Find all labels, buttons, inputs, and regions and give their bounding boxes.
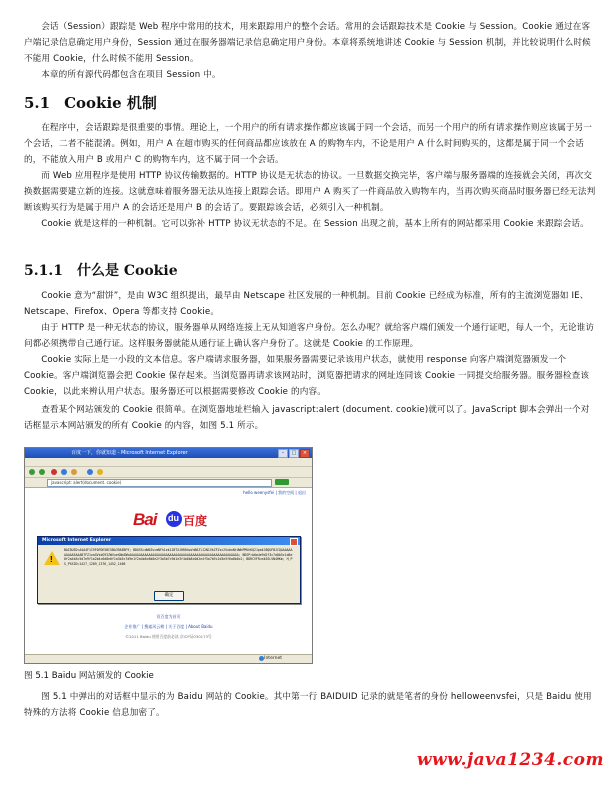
window-titlebar (25, 448, 312, 458)
stop-icon (51, 469, 57, 475)
cookie-text: BAIDUID=A4A4F1C9F0FDE5BC5BA39AEBF9; BDUSS=dW0ZvcmNFh1ek1Z0TXJHR0hwVnB6ZlJ2N1VkZFZsc2VxbnNtUWhPMVhKQ2JpaklBQUFBJCQAAAAAAAAAAAEAAAB7FZ1xaGVsbG93ZWVueXNmZWkAAAAAAAAAAAAAAAAAAAAAAAAAAAAAAAAAAAAAAAAAAAAAAAAAAAAAAAAA; BDSP=b0a4e9d2f3c7a8b5c1d6e0f2a4b3c5d7e9f1a2b4c6d8e0f1a3b5c7d9e1f2a4b6c8d0e2f3a5b7c9d1e3f4a6b8c0d2e4f5a7b9c1d3e5f6a8b0c2; BDRCVFR=mk3SLVN4HKm; H_PS_PSSID=1427_1289_1376_1452_1466 (64, 548, 293, 566)
menu-bar (25, 458, 312, 467)
search-icon (87, 469, 93, 475)
copyright-line: ©2011 Baidu 使用百度前必读 京ICP证030173号 (125, 634, 212, 639)
logo-bai-text: Bai (133, 510, 157, 529)
intro-paragraph: 会话（Session）跟踪是 Web 程序中常用的技术，用来跟踪用户的整个会话。常用的会话跟踪技术是 Cookie 与 Session。Cookie 通过在客户端记录信息确定用户身份，Session 通过在服务器端记录信息确定用户身份。本章将系统地讲述 Cookie 与 Session 机制，并比较说明什么时候不能用 Cookie，什么时候不能用 Session。 (24, 22, 591, 64)
subsection-paragraph: Cookie 实际上是一小段的文本信息。客户端请求服务器，如果服务器需要记录该用户状态，就使用 response 向客户端浏览器颁发一个 Cookie。客户端浏览器会把 Cookie 保存起来。当浏览器再请求该网站时，浏览器把请求的网址连同该 Cookie 一同提交给服务器。服务器检查该 Cookie，以此来辨认用户状态。服务器还可以根据需要修改 Cookie 的内容。 (24, 355, 590, 397)
logo-cn-text: 百度 (183, 514, 208, 528)
maximize-icon: □ (289, 449, 299, 458)
section-title: Cookie 机制 (64, 94, 157, 112)
ok-button: 确定 (154, 591, 184, 601)
subsection-title: 什么是 Cookie (76, 263, 178, 279)
user-links: hello weenysfei | 我的空间 | 退出 (243, 490, 306, 495)
go-icon (275, 479, 289, 485)
subsection-heading (24, 260, 178, 280)
alert-dialog (37, 536, 301, 604)
forward-icon (39, 469, 45, 475)
section-heading (24, 92, 157, 113)
subsection-number: 5.1.1 (24, 263, 63, 279)
address-input: javascript: alert(document. cookie) (47, 479, 272, 487)
minimize-icon: – (278, 449, 288, 458)
section-paragraph: Cookie 就是这样的一种机制。它可以弥补 HTTP 协议无状态的不足。在 Session 出现之前，基本上所有的网站都采用 Cookie 来跟踪会话。 (41, 219, 589, 229)
subsection-paragraph: 由于 HTTP 是一种无状态的协议，服务器单从网络连接上无从知道客户身份。怎么办呢？就给客户端们颁发一个通行证吧，每人一个，无论谁访问都必须携带自己通行证。这样服务器就能从通行证上确认客户身份了。这就是 Cookie 的工作原理。 (24, 323, 595, 349)
address-bar (25, 478, 312, 488)
favorites-icon (97, 469, 103, 475)
figure-screenshot (24, 447, 313, 664)
toolbar (25, 467, 312, 478)
baidu-logo (133, 510, 208, 532)
set-home-link: 设百度为首页 (156, 614, 181, 619)
close-icon: × (300, 449, 310, 458)
refresh-icon (61, 469, 67, 475)
section-number: 5.1 (24, 94, 51, 112)
back-icon (29, 469, 35, 475)
footer-links: 企业推广 | 搜索风云榜 | 关于百度 | About Baidu (124, 624, 213, 629)
section-paragraph: 而 Web 应用程序是使用 HTTP 协议传输数据的。HTTP 协议是无状态的协议。一旦数据交换完毕，客户端与服务器端的连接就会关闭，再次交换数据需要建立新的连接。这就意味着服务器无法从连接上跟踪会话。即用户 A 购买了一件商品放入购物车内，当再次购买商品时服务器已经无法判断该购买行为是属于用户 A 的会话还是用户 B 的会话了。要跟踪该会话，必须引入一种机制。 (24, 171, 596, 213)
subsection-paragraph: Cookie 意为“甜饼”，是由 W3C 组织提出，最早由 Netscape 社区发展的一种机制。目前 Cookie 已经成为标准，所有的主流浏览器如 IE、Netscape、Firefox、Opera 等都支持 Cookie。 (24, 291, 589, 317)
browser-content (25, 488, 312, 653)
status-zone: Internet (264, 656, 282, 661)
window-title: 百度一下，你就知道 - Microsoft Internet Explorer (71, 450, 188, 456)
paw-icon: du (166, 511, 182, 527)
dialog-title: Microsoft Internet Explorer (42, 538, 112, 543)
status-bar (25, 654, 312, 663)
figure-caption: 图 5.1 Baidu 网站颁发的 Cookie (24, 671, 154, 681)
warning-mark: ! (50, 555, 53, 564)
after-caption-paragraph: 图 5.1 中弹出的对话框中显示的为 Baidu 网站的 Cookie。其中第一行 BAIDUID 记录的就是笔者的身份 helloweenvsfei，只是 Baidu 使用特殊的方法将 Cookie 信息加密了。 (24, 692, 592, 718)
close-icon (290, 538, 298, 546)
watermark: www.java1234.com (416, 750, 604, 770)
home-icon (71, 469, 77, 475)
dialog-titlebar (38, 537, 300, 545)
window-controls (278, 449, 310, 458)
subsection-paragraph: 查看某个网站颁发的 Cookie 很简单。在浏览器地址栏输入 javascript:alert (document. cookie)就可以了。JavaScript 脚本会弹出一个对话框显示本网站颁发的所有 Cookie 的内容，如图 5.1 所示。 (24, 405, 590, 431)
intro-note: 本章的所有源代码都包含在项目 Session 中。 (41, 70, 221, 80)
section-paragraph: 在程序中，会话跟踪是很重要的事情。理论上，一个用户的所有请求操作都应该属于同一个会话，而另一个用户的所有请求操作则应该属于另一个会话，二者不能混淆。例如，用户 A 在超市购买的任何商品都应该放在 A 的购物车内，不论是用户 A 什么时间购买的，这都是属于同一个会话的，不能放入用户 B 或用户 C 的购物车内，这不属于同一个会话。 (24, 123, 593, 165)
